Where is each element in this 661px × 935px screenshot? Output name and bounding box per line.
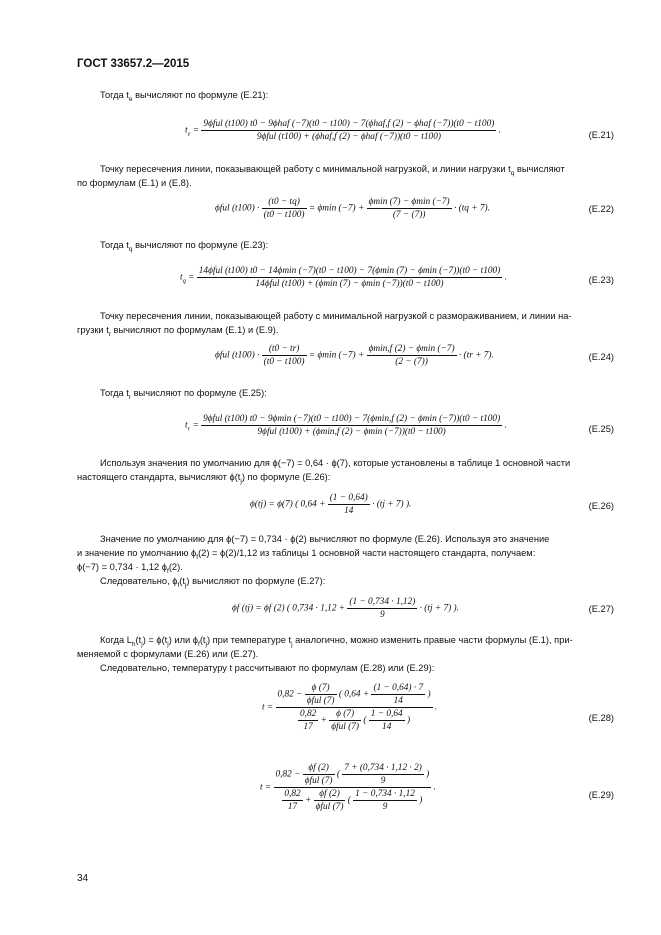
paragraph-tq-intersection-line2: по формулам (Е.1) и (Е.8). bbox=[77, 178, 192, 188]
equation-number-e28: (Е.28) bbox=[588, 713, 614, 723]
paragraph-lh-condition-line2: меняемой с формулами (Е.26) или (Е.27). bbox=[77, 649, 259, 659]
paragraph-tr-formula: Тогда $t_r$ вычисляют по формуле (Е.25): bbox=[100, 388, 267, 401]
equation-number-e27: (Е.27) bbox=[588, 604, 614, 614]
formula-e22: ϕful (t100) · $\frac{(t0 - tq)}{(t0 - t100)}$ = ϕmin (−7) + $\frac{\phi\min (7) - \phi\min (-7)}{(7 - (7))}$ · (tq + 7). bbox=[215, 197, 490, 220]
formula-e28: t = 0,82 − $\frac{\phi (7)}{\text{ϕful (7)}}$ ( 0,64 + $\frac{(1 - 0,64) \cdot 7}{14}$ ) $\frac{0,82}{17}$ + $\frac{\phi (7)}{\text{ϕful (7)}}$ ( $\frac{1 - 0,64}{14}$ ) . bbox=[262, 683, 438, 732]
formula-e24: ϕful (t100) · $\frac{(t0 - tr)}{(t0 - t100)}$ = ϕmin (−7) + $\frac{\phi\min,f (2) - \phi\min (-7)}{(2 - (7))}$ · (tr + 7). bbox=[215, 344, 494, 367]
formula-e29: t = 0,82 − $\frac{\phi f (2)}{\text{ϕful (7)}}$ ( $\frac{7 + (0,734 \cdot 1,12 \cdot 2)}{9}$ ) $\frac{0,82}{17}$ + $\frac{\phi f (2)}{\text{ϕful (7)}}$ ( $\frac{1 - 0,734 \cdot 1,12}{9}$ ) . bbox=[260, 763, 436, 812]
equation-number-e29: (Е.29) bbox=[588, 790, 614, 800]
formula-e26: ϕ(tj) = ϕ(7) ( 0,64 + $\frac{(1 - 0,64)}{14}$ · (tj + 7) ). bbox=[250, 493, 412, 516]
equation-number-e26: (Е.26) bbox=[588, 501, 614, 511]
paragraph-lh-condition: Когда $L_h(t_j) = \phi(t_j)$ или $\phi_f(t_j)$ при температуре $t_j$ аналогично, можно изменить правые части формулы (Е.1), при- bbox=[100, 635, 573, 648]
document-header: ГОСТ 33657.2—2015 bbox=[77, 58, 190, 70]
paragraph-default-phi-line2: и значение по умолчанию $\phi_f(2) = \phi(2)/1,12$ из таблицы 1 основной части настоящего стандарта, получаем: bbox=[77, 548, 536, 561]
paragraph-tq-intersection: Точку пересечения линии, показывающей работу с минимальной нагрузкой, и линии нагрузки $t_q$ вычисляют bbox=[100, 164, 565, 177]
paragraph-phif-intro: Следовательно, $\phi_f(t_j)$ вычисляют по формуле (Е.27): bbox=[100, 576, 326, 589]
paragraph-default-values-line2: настоящего стандарта, вычисляют $\phi(t_j)$ по формуле (Е.26): bbox=[77, 472, 331, 485]
paragraph-temperature-intro: Следовательно, температуру t рассчитывают по формулам (Е.28) или (Е.29): bbox=[100, 663, 435, 673]
equation-number-e23: (Е.23) bbox=[588, 275, 614, 285]
equation-number-e22: (Е.22) bbox=[588, 204, 614, 214]
paragraph-tr-intersection-line2: грузки $t_r$ вычисляют по формулам (Е.1) и (Е.9). bbox=[77, 325, 279, 338]
paragraph-default-phi-line3: ϕ(−7) = 0,734 · 1,12 $\phi_f(2)$. bbox=[77, 562, 183, 575]
equation-number-e25: (Е.25) bbox=[588, 424, 614, 434]
formula-e25: $t_r$ = 9ϕful (t100) t0 − 9ϕmin (−7)(t0 − t100) − 7(ϕmin,f (2) − ϕmin (−7))(t0 − t100) 9ϕful (t100) + (ϕmin,f (2) − ϕmin (−7))(t0 − t100) . bbox=[185, 414, 507, 437]
formula-e21: $t_e$ = 9ϕful (t100) t0 − 9ϕhaf (−7)(t0 − t100) − 7(ϕhaf,f (2) − ϕhaf (−7))(t0 − t100) 9ϕful (t100) + (ϕhaf,f (2) − ϕhaf (−7))(t0 − t100) . bbox=[185, 119, 501, 142]
equation-number-e21: (Е.21) bbox=[588, 130, 614, 140]
paragraph-te-intro: Тогда $t_e$ вычисляют по формуле (Е.21): bbox=[100, 90, 269, 103]
paragraph-tr-intersection: Точку пересечения линии, показывающей работу с минимальной нагрузкой с размораживанием, и линии на- bbox=[100, 311, 572, 321]
page-number: 34 bbox=[77, 873, 89, 884]
paragraph-default-values: Используя значения по умолчанию для ϕ(−7) = 0,64 · ϕ(7), которые установлены в таблице 1 основной части bbox=[100, 458, 571, 468]
formula-e27: ϕf (tj) = ϕf (2) ( 0,734 · 1,12 + $\frac{(1 - 0,734 \cdot 1,12)}{9}$ · (tj + 7) ). bbox=[232, 597, 459, 620]
paragraph-default-phi: Значение по умолчанию для ϕ(−7) = 0,734 · ϕ(2) вычисляют по формуле (Е.26). Используя это значение bbox=[100, 534, 550, 544]
paragraph-tq-formula: Тогда $t_q$ вычисляют по формуле (Е.23): bbox=[100, 240, 269, 253]
formula-e23: $t_q$ = 14ϕful (t100) t0 − 14ϕmin (−7)(t0 − t100) − 7(ϕmin (7) − ϕmin (−7))(t0 − t100) 14ϕful (t100) + (ϕmin (7) − ϕmin (−7))(t0 − t100) . bbox=[180, 266, 507, 289]
equation-number-e24: (Е.24) bbox=[588, 352, 614, 362]
